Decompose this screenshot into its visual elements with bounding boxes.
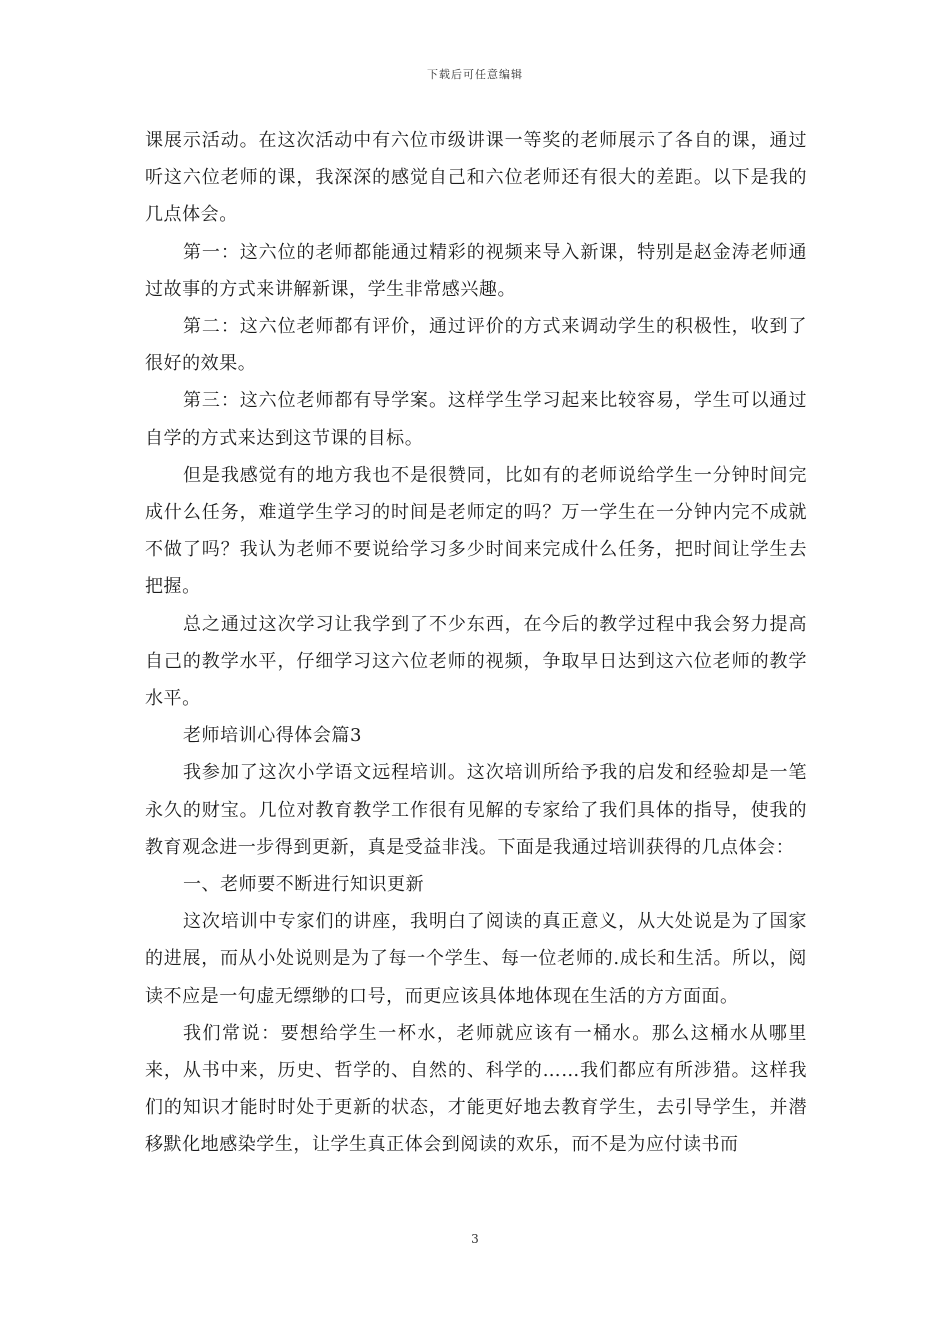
paragraph-4: 第三：这六位老师都有导学案。这样学生学习起来比较容易，学生可以通过自学的方式来达到这节课的目标。 (145, 390, 807, 449)
page-number: 3 (471, 1232, 479, 1246)
document-body (145, 122, 807, 1164)
paragraph-8: 这次培训中专家们的讲座，我明白了阅读的真正意义，从大处说是为了国家的进展，而从小处说则是为了每一个学生、每一位老师的.成长和生活。所以，阅读不应是一句虚无缥缈的口号，而更应该具体地体现在生活的方方面面。 (145, 911, 807, 1007)
paragraph-6: 总之通过这次学习让我学到了不少东西，在今后的教学过程中我会努力提高自己的教学水平，仔细学习这六位老师的视频，争取早日达到这六位老师的教学水平。 (145, 613, 807, 710)
page-header: 下载后可任意编辑 (427, 68, 523, 81)
section-heading: 老师培训心得体会篇3 (183, 725, 362, 747)
paragraph-5: 但是我感觉有的地方我也不是很赞同，比如有的老师说给学生一分钟时间完成什么任务，难道学生学习的时间是老师定的吗？万一学生在一分钟内完不成就不做了吗？我认为老师不要说给学习多少时间来完成什么任务，把时间让学生去把握。 (145, 464, 807, 598)
paragraph-1: 课展示活动。在这次活动中有六位市级讲课一等奖的老师展示了各自的课，通过听这六位老师的课，我深深的感觉自己和六位老师还有很大的差距。以下是我的几点体会。 (145, 130, 807, 226)
subsection-heading: 一、老师要不断进行知识更新 (183, 874, 425, 896)
paragraph-7: 我参加了这次小学语文远程培训。这次培训所给予我的启发和经验却是一笔永久的财宝。几位对教育教学工作很有见解的专家给了我们具体的指导，使我的教育观念进一步得到更新，真是受益非浅。下面是我通过培训获得的几点体会： (145, 762, 807, 858)
paragraph-2: 第一：这六位的老师都能通过精彩的视频来导入新课，特别是赵金涛老师通过故事的方式来讲解新课，学生非常感兴趣。 (145, 241, 807, 300)
paragraph-3: 第二：这六位老师都有评价，通过评价的方式来调动学生的积极性，收到了很好的效果。 (145, 316, 807, 375)
paragraph-9: 我们常说：要想给学生一杯水，老师就应该有一桶水。那么这桶水从哪里来，从书中来，历史、哲学的、自然的、科学的……我们都应有所涉猎。这样我们的知识才能时时处于更新的状态，才能更好地去教育学生，去引导学生，并潜移默化地感染学生，让学生真正体会到阅读的欢乐，而不是为应付读书而 (145, 1022, 807, 1156)
